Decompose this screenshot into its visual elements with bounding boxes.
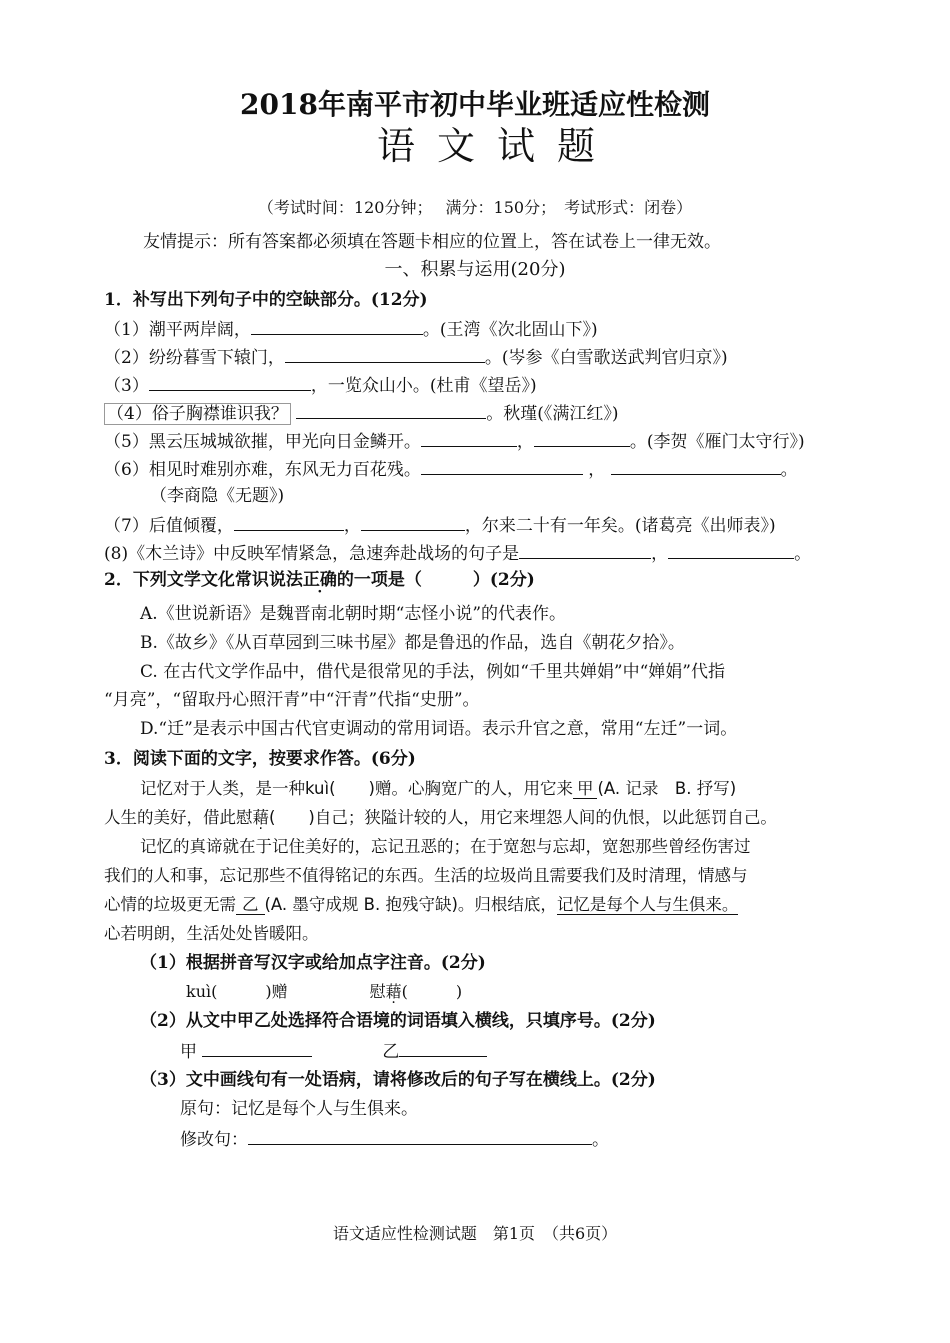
label-jia: 甲 — [180, 1042, 197, 1062]
item-end: 。 — [780, 460, 798, 480]
item-text: （2）纷纷暮雪下辕门， — [104, 348, 285, 368]
item-source: 。秋瑾(《满江红》) — [486, 404, 619, 424]
revise-label: 修改句： — [180, 1130, 248, 1150]
page-footer: 语文适应性检测试题 第1页 （共6页） — [332, 1224, 618, 1243]
passage-text: 记忆对于人类，是一种kuì( )赠。心胸宽广的人，用它来 — [140, 779, 573, 798]
blank-jia: 甲 — [573, 779, 598, 799]
answer-blank-jia[interactable] — [202, 1038, 312, 1057]
q1-item-8 — [104, 540, 811, 566]
pinyin-answer[interactable]: kuì( )赠 — [186, 982, 288, 1001]
passage-line-1 — [140, 777, 736, 801]
passage-line-6: 心若明朗，生活处处皆暖阳。 — [104, 924, 319, 943]
item-text: （5）黑云压城城欲摧，甲光向日金鳞开。 — [104, 432, 421, 452]
underlined-sentence: 记忆是每个人与生俱来。 — [556, 895, 739, 914]
passage-line-5 — [104, 893, 738, 917]
q1-item-5 — [104, 428, 805, 454]
q1-item-1 — [104, 316, 598, 342]
answer-blank[interactable] — [234, 512, 344, 531]
q1-item-7 — [104, 512, 776, 538]
q3-sub2-answers — [180, 1038, 487, 1064]
dotted-char: 藉 — [385, 982, 402, 1001]
q3-sub3: （3）文中画线句有一处语病，请将修改后的句子写在横线上。(2分) — [140, 1070, 656, 1090]
answer-blank[interactable] — [149, 372, 311, 391]
item-end: 。 — [794, 544, 812, 564]
emphasis-text: 正确 — [302, 570, 337, 590]
item-text: (8)《木兰诗》中反映军情紧急，急速奔赴战场的句子是 — [104, 544, 520, 564]
passage-line-4: 我们的人和事，忘记那些不值得铭记的东西。生活的垃圾尚且需要我们及时清理，情感与 — [104, 866, 748, 885]
phonetic-answer[interactable]: ( ) — [401, 982, 463, 1001]
answer-blank[interactable] — [361, 512, 465, 531]
item-source: ，一览众山小。(杜甫《望岳》) — [310, 376, 537, 396]
q3-stem: 3．阅读下面的文字，按要求作答。(6分) — [104, 749, 416, 769]
answer-blank[interactable] — [421, 428, 517, 447]
q3-revise — [180, 1126, 609, 1152]
exam-tip: 友情提示：所有答案都必须填在答题卡相应的位置上，答在试卷上一律无效。 — [143, 232, 721, 252]
passage-text: 人生的美好，借此慰 — [104, 808, 253, 827]
q3-sub1: （1）根据拼音写汉字或给加点字注音。(2分) — [140, 953, 486, 973]
answer-blank[interactable] — [285, 344, 485, 363]
comma: ， — [588, 460, 606, 480]
q2-option-a: A.《世说新语》是魏晋南北朝时期“志怪小说”的代表作。 — [140, 604, 567, 624]
section-heading: 一、积累与运用(20分) — [384, 259, 566, 280]
answer-blank[interactable] — [668, 540, 794, 559]
passage-text: 心情的垃圾更无需 — [104, 895, 236, 914]
exam-info: （考试时间：120分钟； 满分：150分； 考试形式：闭卷） — [257, 198, 693, 217]
item-source: 。(李贺《雁门太守行》) — [629, 432, 805, 452]
passage-text: (A. 墨守成规 B. 抱残守缺)。归根结底， — [264, 895, 557, 914]
q3-original: 原句：记忆是每个人与生俱来。 — [180, 1099, 418, 1119]
period: 。 — [592, 1130, 609, 1150]
item-source: 。(王湾《次北固山下》) — [422, 320, 598, 340]
subject-title: 语文试题 — [376, 124, 617, 168]
answer-blank[interactable] — [519, 540, 651, 559]
q3-sub1-answers — [186, 980, 462, 1004]
item-text: （3） — [104, 376, 149, 396]
q2-option-b: B.《故乡》《从百草园到三味书屋》都是鲁迅的作品，选自《朝花夕拾》。 — [140, 633, 685, 653]
answer-blank[interactable] — [296, 400, 486, 419]
item-source: ，尔来二十有一年矣。(诸葛亮《出师表》) — [464, 516, 776, 536]
stem-text: 的一项是（ ）(2分) — [336, 570, 535, 590]
passage-text: (A. 记录 B. 抒写) — [597, 779, 737, 798]
passage-line-2 — [104, 806, 777, 830]
answer-blank[interactable] — [251, 316, 423, 335]
char-text: 慰 — [369, 982, 386, 1001]
q1-stem: 1．补写出下列句子中的空缺部分。(12分) — [104, 290, 428, 310]
q1-item-4 — [104, 400, 619, 426]
q2-option-c-cont: “月亮”，“留取丹心照汗青”中“汗青”代指“史册”。 — [104, 690, 480, 710]
q1-item-6 — [104, 456, 798, 482]
passage-line-3: 记忆的真谛就在于记住美好的，忘记丑恶的；在于宽恕与忘却，宽恕那些曾经伤害过 — [140, 837, 751, 856]
answer-blank[interactable] — [534, 428, 630, 447]
item-text: （6）相见时难别亦难，东风无力百花残。 — [104, 460, 421, 480]
answer-blank-yi[interactable] — [399, 1038, 487, 1057]
item-text: （4）俗子胸襟谁识我？ — [104, 403, 291, 425]
answer-blank[interactable] — [421, 456, 583, 475]
q2-stem — [104, 568, 535, 592]
answer-blank[interactable] — [611, 456, 781, 475]
q2-option-c: C. 在古代文学作品中，借代是很常见的手法，例如“千里共婵娟”中“婵娟”代指 — [140, 662, 725, 682]
passage-text: ( )自己；狭隘计较的人，用它来埋怨人间的仇恨，以此惩罚自己。 — [269, 808, 777, 827]
q2-option-d: D.“迁”是表示中国古代官吏调动的常用词语。表示升官之意，常用“左迁”一词。 — [140, 719, 738, 739]
q1-item-2 — [104, 344, 728, 370]
item-text: （7）后值倾覆， — [104, 516, 234, 536]
comma: ， — [343, 516, 361, 536]
label-yi: 乙 — [382, 1042, 400, 1062]
q3-sub2: （2）从文中甲乙处选择符合语境的词语填入横线，只填序号。(2分) — [140, 1011, 656, 1031]
comma: ， — [516, 432, 534, 452]
revise-blank[interactable] — [248, 1126, 592, 1145]
item-text: （1）潮平两岸阔， — [104, 320, 251, 340]
q1-item-6-source: （李商隐《无题》) — [150, 486, 285, 506]
blank-yi: 乙 — [236, 895, 265, 915]
q1-item-3 — [104, 372, 537, 398]
stem-text: 2．下列文学文化常识说法 — [104, 570, 303, 590]
comma: ， — [651, 544, 669, 564]
exam-title: 2018年南平市初中毕业班适应性检测 — [240, 88, 710, 121]
item-source: 。(岑参《白雪歌送武判官归京》) — [484, 348, 728, 368]
dotted-char: 藉 — [252, 808, 269, 827]
